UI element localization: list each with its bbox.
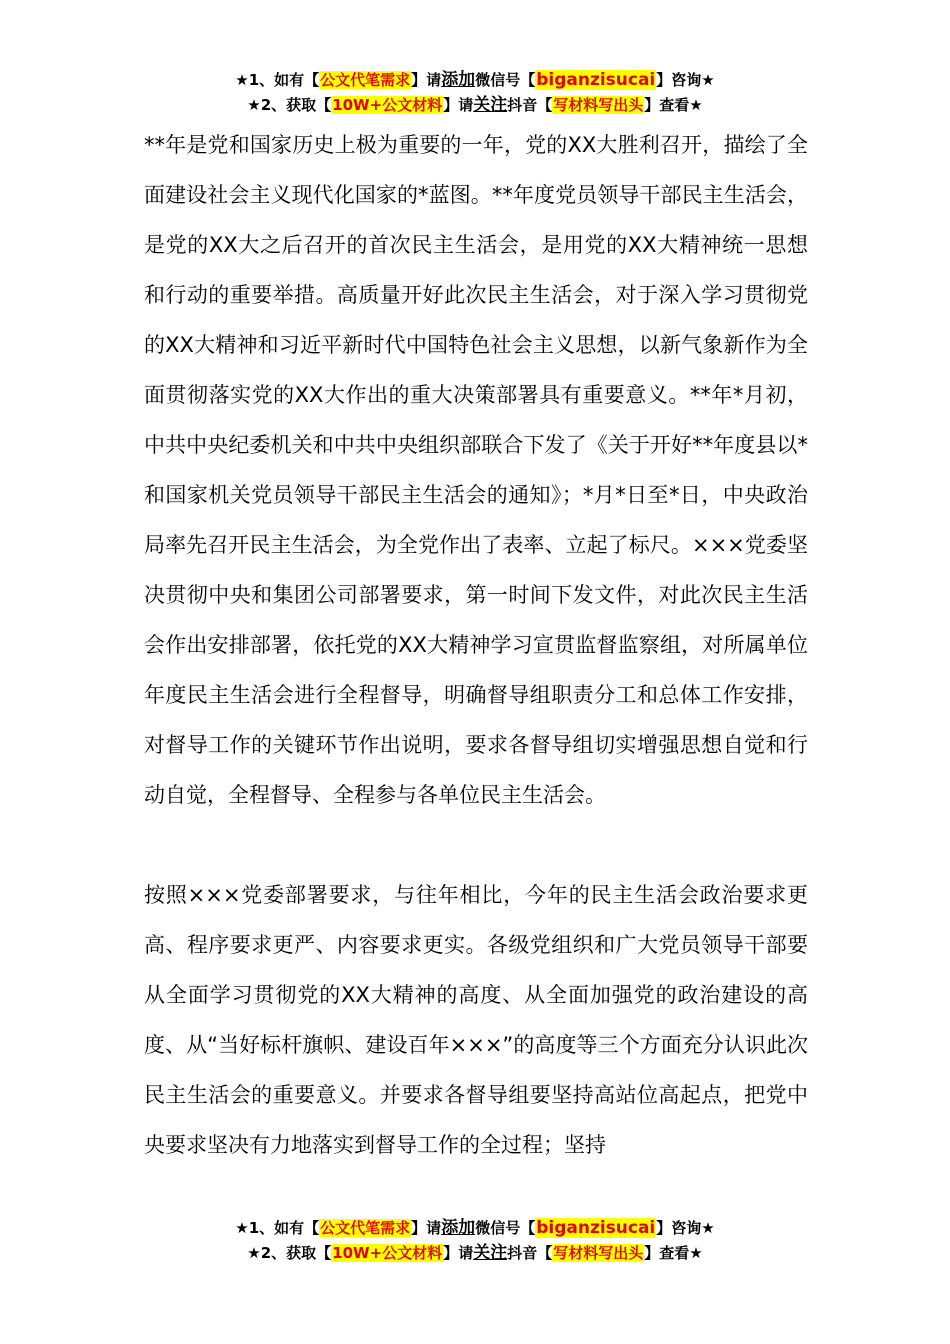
banner-emphasis: 添加 xyxy=(441,1218,476,1238)
header-banner xyxy=(0,68,950,118)
banner-text: 】请 xyxy=(411,71,442,89)
banner-text: 】请 xyxy=(443,1244,474,1262)
banner-text: ★2、获取【 xyxy=(247,1244,332,1262)
highlight-label: 公文代笔需求 xyxy=(320,71,411,89)
banner-text: 】请 xyxy=(411,1219,442,1237)
banner-line-2 xyxy=(0,1241,950,1266)
banner-emphasis: 关注 xyxy=(473,1243,508,1263)
body-paragraph: **年是党和国家历史上极为重要的一年，党的XX大胜利召开，描绘了全面建设社会主义现代化国家的*蓝图。**年度党员领导干部民主生活会，是党的XX大之后召开的首次民主生活会，是用党的XX大精神统一思想和行动的重要举措。高质量开好此次民主生活会，对于深入学习贯彻党的XX大精神和习近平新时代中国特色社会主义思想，以新气象新作为全面贯彻落实党的XX大作出的重大决策部署具有重要意义。**年*月初，中共中央纪委机关和中共中央组织部联合下发了《关于开好**年度县以*和国家机关党员领导干部民主生活会的通知》；*月*日至*日，中央政治局率先召开民主生活会，为全党作出了表率、立起了标尺。×××党委坚决贯彻中央和集团公司部署要求，第一时间下发文件，对此次民主生活会作出安排部署，依托党的XX大精神学习宣贯监督监察组，对所属单位年度民主生活会进行全程督导，明确督导组职责分工和总体工作安排，对督导工作的关键环节作出说明，要求各督导组切实增强思想自觉和行动自觉，全程督导、全程参与各单位民主生活会。 xyxy=(144,133,808,807)
wechat-id-label: biganzisucai xyxy=(536,70,656,90)
banner-text: ★1、如有【 xyxy=(235,1219,320,1237)
banner-emphasis: 添加 xyxy=(441,70,476,90)
banner-line-1 xyxy=(0,68,950,93)
banner-text: 抖音【 xyxy=(507,96,553,114)
highlight-label: 公文代笔需求 xyxy=(320,1219,411,1237)
douyin-account-label: 写材料写出头 xyxy=(553,1244,644,1262)
banner-text: ★1、如有【 xyxy=(235,71,320,89)
wechat-id-label: biganzisucai xyxy=(536,1218,656,1238)
banner-text: 】咨询★ xyxy=(656,71,715,89)
banner-line-1 xyxy=(0,1216,950,1241)
footer-banner xyxy=(0,1216,950,1266)
highlight-label: 10W+公文材料 xyxy=(332,96,443,114)
document-body xyxy=(144,120,808,1170)
banner-text: 】查看★ xyxy=(644,96,703,114)
banner-emphasis: 关注 xyxy=(473,95,508,115)
banner-text: 】查看★ xyxy=(644,1244,703,1262)
body-paragraph: 按照×××党委部署要求，与往年相比，今年的民主生活会政治要求更高、程序要求更严、内容要求更实。各级党组织和广大党员领导干部要从全面学习贯彻党的XX大精神的高度、从全面加强党的政治建设的高度、从“当好标杆旗帜、建设百年×××”的高度等三个方面充分认识此次民主生活会的重要意义。并要求各督导组要坚持高站位高起点，把党中央要求坚决有力地落实到督导工作的全过程；坚持 xyxy=(144,883,808,1157)
highlight-label: 10W+公文材料 xyxy=(332,1244,443,1262)
banner-text: 微信号【 xyxy=(475,71,536,89)
douyin-account-label: 写材料写出头 xyxy=(553,96,644,114)
banner-text: 】咨询★ xyxy=(656,1219,715,1237)
banner-line-2 xyxy=(0,93,950,118)
banner-text: ★2、获取【 xyxy=(247,96,332,114)
banner-text: 微信号【 xyxy=(475,1219,536,1237)
banner-text: 抖音【 xyxy=(507,1244,553,1262)
banner-text: 】请 xyxy=(443,96,474,114)
